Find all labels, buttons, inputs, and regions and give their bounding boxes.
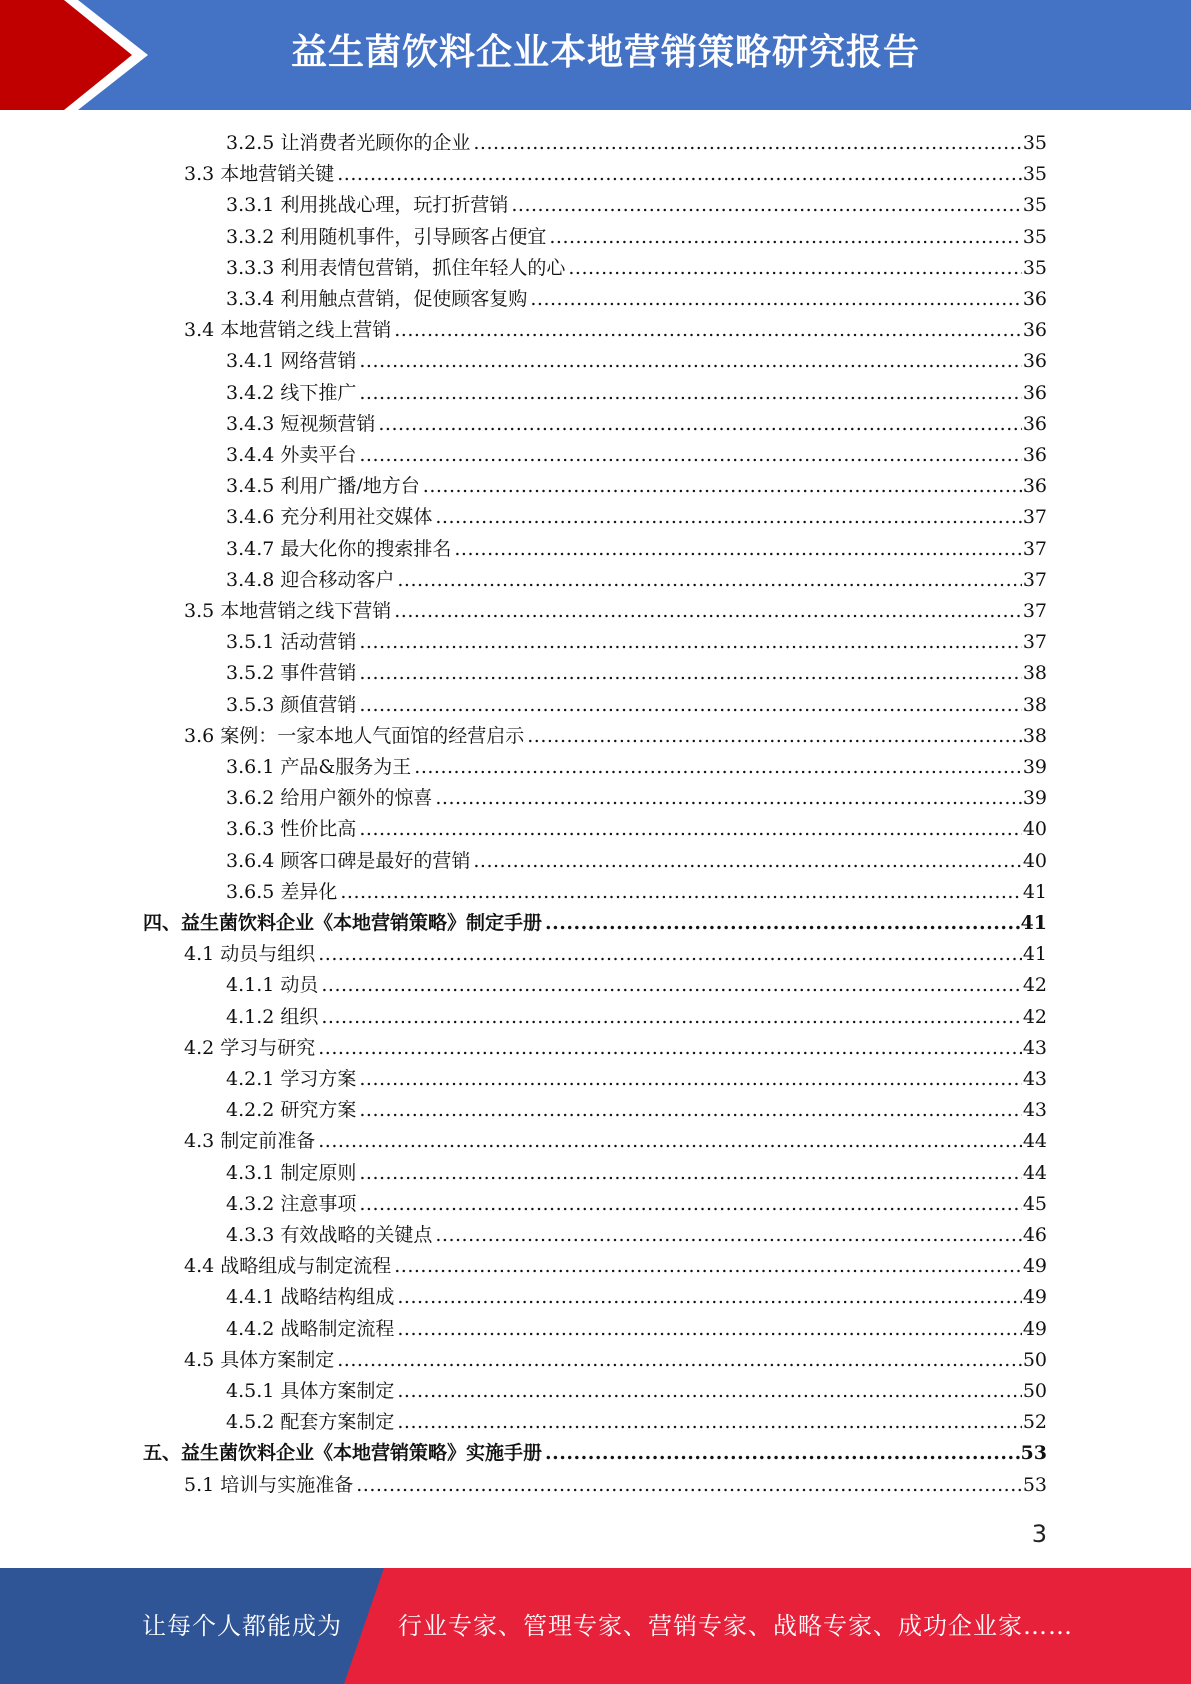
toc-entry-title: 3.3.1 利用挑战心理，玩打折营销 [226,194,509,217]
toc-entry[interactable] [226,378,1047,409]
toc-dot-leader [473,846,1021,877]
toc-entry[interactable] [226,1376,1047,1407]
toc-entry-page: 46 [1022,1224,1047,1246]
toc-entry-title: 4.4.1 战略结构组成 [226,1286,395,1309]
toc-dot-leader [394,315,1022,346]
toc-entry[interactable] [226,534,1047,565]
toc-dot-leader [397,1376,1021,1407]
toc-entry-title: 4.1.2 组织 [226,1005,319,1028]
toc-dot-leader [527,721,1022,752]
toc-entry-page: 37 [1022,568,1047,591]
toc-entry-page: 40 [1022,849,1047,872]
toc-entry[interactable] [184,1470,1047,1501]
toc-entry-page: 36 [1022,444,1047,466]
toc-entry[interactable] [226,970,1047,1001]
toc-entry-page: 45 [1022,1192,1047,1215]
toc-entry-title: 4.3.3 有效战略的关键点 [226,1224,433,1246]
toc-dot-leader [568,253,1021,284]
toc-entry-page: 36 [1022,381,1047,404]
toc-dot-leader [359,1095,1021,1126]
toc-entry[interactable] [226,502,1047,533]
toc-entry-title: 4.5.1 具体方案制定 [226,1380,395,1402]
toc-entry-title: 3.3.2 利用随机事件，引导顾客占便宜 [226,225,547,248]
toc-entry-page: 41 [1022,943,1047,966]
toc-entry-title: 4.3.2 注意事项 [226,1192,357,1215]
toc-dot-leader [530,284,1021,315]
toc-dot-leader [454,534,1021,565]
toc-entry-page: 44 [1022,1161,1047,1184]
toc-dot-leader [359,1189,1021,1220]
toc-dot-leader [359,1158,1021,1189]
toc-entry[interactable] [143,908,1047,939]
toc-entry-page: 37 [1022,506,1047,529]
toc-entry-page: 53 [1022,1473,1047,1496]
toc-dot-leader [511,190,1021,221]
toc-entry[interactable] [226,690,1047,721]
toc-entry[interactable] [184,1126,1047,1157]
toc-entry-page: 35 [1022,256,1047,279]
toc-entry[interactable] [184,596,1047,627]
toc-entry-title: 3.5.1 活动营销 [226,631,357,654]
page-footer [0,1568,1191,1684]
toc-entry-page: 53 [1020,1442,1047,1465]
toc-entry-title: 3.5 本地营销之线下营销 [184,600,392,622]
toc-entry-title: 4.3.1 制定原则 [226,1161,357,1184]
toc-entry-page: 35 [1022,132,1047,154]
toc-dot-leader [337,159,1022,190]
toc-entry[interactable] [226,627,1047,658]
toc-entry[interactable] [226,1158,1047,1189]
toc-entry-page: 50 [1022,1348,1047,1371]
toc-entry-page: 37 [1022,631,1047,654]
toc-entry[interactable] [226,284,1047,315]
toc-entry-title: 四、益生菌饮料企业《本地营销策略》制定手册 [143,912,543,934]
toc-dot-leader [435,783,1021,814]
toc-entry[interactable] [226,565,1047,596]
toc-entry-title: 3.5.3 颜值营销 [226,693,357,716]
toc-entry-title: 3.2.5 让消费者光顾你的企业 [226,132,471,154]
toc-entry-title: 五、益生菌饮料企业《本地营销策略》实施手册 [143,1442,543,1465]
toc-entry-title: 4.2.1 学习方案 [226,1068,357,1090]
toc-entry-title: 4.4 战略组成与制定流程 [184,1255,392,1278]
toc-dot-leader [549,222,1021,253]
toc-entry-page: 49 [1022,1255,1047,1278]
toc-entry-title: 4.4.2 战略制定流程 [226,1317,395,1340]
toc-entry-title: 3.4 本地营销之线上营销 [184,319,392,342]
toc-entry-title: 4.2 学习与研究 [184,1036,316,1059]
toc-dot-leader [321,1002,1021,1033]
report-title: 益生菌饮料企业本地营销策略研究报告 [290,32,920,73]
toc-entry[interactable] [226,658,1047,689]
toc-entry-title: 4.3 制定前准备 [184,1130,316,1153]
toc-entry-title: 4.1.1 动员 [226,974,319,997]
toc-entry[interactable] [226,346,1047,377]
toc-entry-title: 3.4.1 网络营销 [226,350,357,373]
page-header [0,0,1191,110]
toc-entry[interactable] [184,159,1047,190]
toc-dot-leader [359,814,1021,845]
toc-dot-leader [359,627,1021,658]
toc-dot-leader [397,1407,1021,1438]
toc-entry-page: 43 [1022,1068,1047,1090]
toc-entry-page: 49 [1022,1286,1047,1309]
toc-entry-page: 38 [1022,662,1047,685]
toc-dot-leader [356,1470,1022,1501]
toc-entry-page: 35 [1022,225,1047,248]
toc-entry-title: 3.3.3 利用表情包营销，抓住年轻人的心 [226,256,566,279]
toc-entry-page: 43 [1022,1036,1047,1059]
toc-dot-leader [340,877,1021,908]
toc-entry[interactable] [226,471,1047,502]
toc-entry[interactable] [184,1345,1047,1376]
toc-entry[interactable] [226,1314,1047,1345]
page-number: 3 [1031,1520,1047,1548]
toc-entry[interactable] [143,1438,1047,1469]
toc-entry[interactable] [226,409,1047,440]
toc-entry-title: 3.3 本地营销关键 [184,163,335,186]
toc-dot-leader [359,1064,1021,1095]
toc-entry-title: 4.5 具体方案制定 [184,1348,335,1371]
toc-entry[interactable] [226,877,1047,908]
toc-entry-page: 38 [1022,724,1047,747]
toc-entry-page: 39 [1022,787,1047,810]
toc-entry-title: 3.6.2 给用户额外的惊喜 [226,787,433,810]
toc-dot-leader [318,939,1022,970]
footer-slogan-right: 行业专家、管理专家、营销专家、战略专家、成功企业家…… [398,1612,1073,1640]
toc-entry-page: 35 [1022,163,1047,186]
toc-entry[interactable] [226,222,1047,253]
toc-entry-title: 3.4.4 外卖平台 [226,444,357,466]
toc-entry-page: 42 [1022,1005,1047,1028]
toc-dot-leader [318,1033,1022,1064]
toc-entry-page: 49 [1022,1317,1047,1340]
toc-entry-page: 39 [1022,756,1047,778]
toc-entry[interactable] [226,1189,1047,1220]
toc-entry-title: 3.4.3 短视频营销 [226,412,376,435]
toc-entry[interactable] [226,1064,1047,1095]
toc-dot-leader [435,1220,1021,1251]
toc-dot-leader [473,128,1021,159]
toc-entry[interactable] [226,1220,1047,1251]
toc-entry-page: 40 [1022,818,1047,841]
toc-entry[interactable] [226,1282,1047,1313]
toc-entry-title: 4.2.2 研究方案 [226,1099,357,1122]
toc-entry[interactable] [184,721,1047,752]
toc-entry-page: 43 [1022,1099,1047,1122]
toc-entry-page: 36 [1022,288,1047,310]
toc-dot-leader [414,752,1022,783]
toc-entry[interactable] [226,1407,1047,1438]
toc-dot-leader [321,970,1021,1001]
toc-entry[interactable] [226,846,1047,877]
toc-dot-leader [394,1251,1022,1282]
toc-dot-leader [397,565,1021,596]
toc-entry-page: 50 [1022,1380,1047,1402]
toc-entry-page: 41 [1020,912,1047,934]
toc-entry[interactable] [226,440,1047,471]
toc-dot-leader [545,1438,1020,1469]
toc-dot-leader [359,658,1021,689]
toc-entry[interactable] [226,783,1047,814]
toc-dot-leader [337,1345,1022,1376]
toc-entry-page: 42 [1022,974,1047,997]
toc-entry-title: 3.6.5 差异化 [226,880,338,903]
toc-entry-title: 3.5.2 事件营销 [226,662,357,685]
toc-entry[interactable] [184,1033,1047,1064]
toc-entry-title: 3.4.8 迎合移动客户 [226,568,395,591]
toc-entry-title: 3.4.5 利用广播/地方台 [226,475,420,498]
toc-entry[interactable] [226,814,1047,845]
toc-entry-page: 37 [1022,537,1047,560]
toc-entry-page: 37 [1022,600,1047,622]
toc-entry[interactable] [184,315,1047,346]
toc-entry-title: 3.3.4 利用触点营销，促使顾客复购 [226,288,528,310]
toc-entry[interactable] [226,1002,1047,1033]
toc-entry-page: 52 [1022,1411,1047,1434]
toc-entry[interactable] [226,752,1047,783]
toc-dot-leader [359,378,1021,409]
toc-entry[interactable] [226,253,1047,284]
toc-entry-page: 35 [1022,194,1047,217]
toc-dot-leader [318,1126,1022,1157]
footer-slogan-left: 让每个人都能成为 [142,1612,342,1640]
toc-entry[interactable] [184,939,1047,970]
toc-entry-page: 36 [1022,319,1047,342]
toc-dot-leader [359,690,1021,721]
toc-dot-leader [378,409,1021,440]
toc-entry-page: 36 [1022,350,1047,373]
toc-entry-title: 3.6.1 产品&服务为王 [226,756,412,778]
toc-entry-page: 38 [1022,693,1047,716]
toc-entry-title: 3.4.7 最大化你的搜索排名 [226,537,452,560]
toc-entry-title: 3.6.4 顾客口碑是最好的营销 [226,849,471,872]
toc-dot-leader [397,1314,1021,1345]
toc-entry-title: 4.1 动员与组织 [184,943,316,966]
toc-dot-leader [359,346,1021,377]
toc-entry-page: 44 [1022,1130,1047,1153]
toc-entry[interactable] [226,190,1047,221]
toc-entry-page: 36 [1022,475,1047,498]
toc-dot-leader [397,1282,1021,1313]
toc-entry-page: 36 [1022,412,1047,435]
toc-entry-title: 5.1 培训与实施准备 [184,1473,354,1496]
toc-entry[interactable] [184,1251,1047,1282]
toc-entry-title: 3.4.2 线下推广 [226,381,357,404]
toc-entry[interactable] [226,128,1047,159]
toc-dot-leader [359,440,1021,471]
toc-dot-leader [394,596,1022,627]
toc-entry-page: 41 [1022,880,1047,903]
toc-dot-leader [423,471,1022,502]
toc-dot-leader [545,908,1020,939]
toc-entry-title: 3.4.6 充分利用社交媒体 [226,506,433,529]
toc-dot-leader [435,502,1021,533]
toc-entry-title: 3.6 案例：一家本地人气面馆的经营启示 [184,724,525,747]
toc-entry[interactable] [226,1095,1047,1126]
toc-entry-title: 4.5.2 配套方案制定 [226,1411,395,1434]
toc-entry-title: 3.6.3 性价比高 [226,818,357,841]
